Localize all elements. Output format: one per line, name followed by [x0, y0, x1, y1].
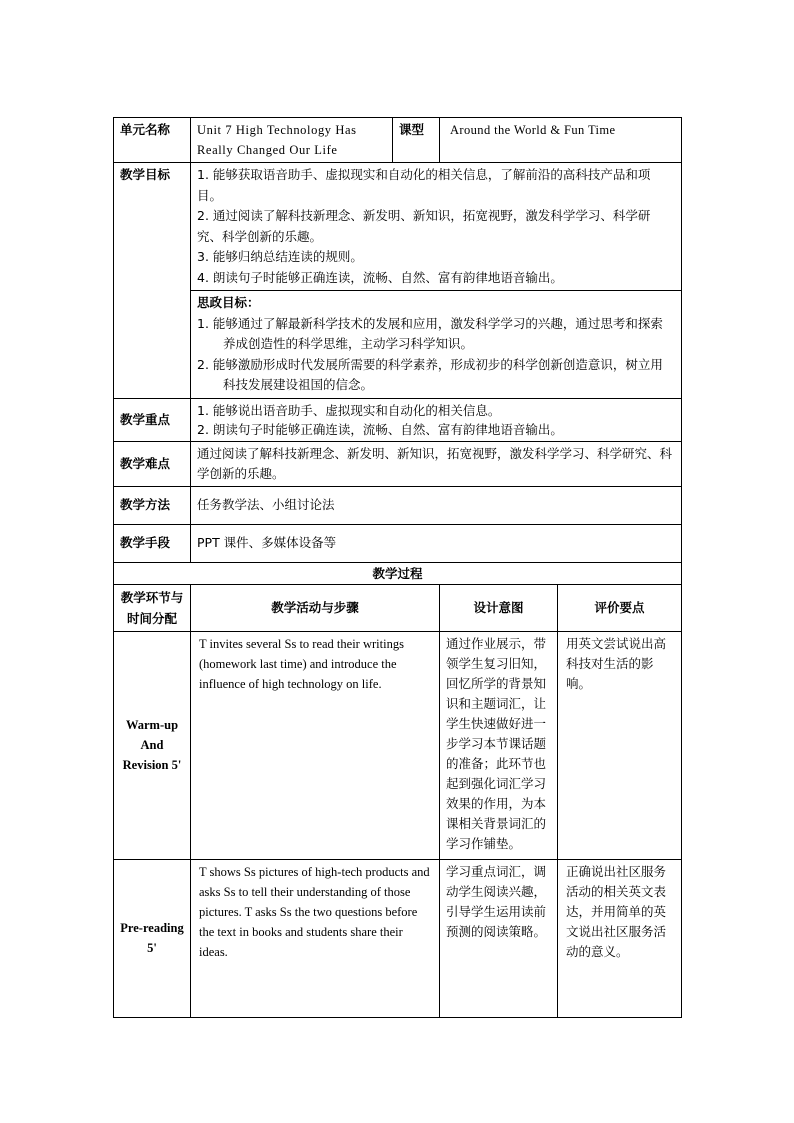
process-intent: 学习重点词汇，调动学生阅读兴趣，引导学生运用读前预测的阅读策略。 — [440, 859, 558, 1017]
objective-item: 1. 能够获取语音助手、虚拟现实和自动化的相关信息，了解前沿的高科技产品和项目。 — [197, 167, 651, 203]
unit-row — [114, 118, 682, 163]
objectives-label: 教学目标 — [114, 163, 191, 399]
unit-value: Unit 7 High Technology Has Really Changed Our Life — [191, 118, 393, 163]
objectives-content — [191, 163, 682, 291]
process-header-row — [114, 584, 682, 631]
process-title: 教学过程 — [114, 562, 682, 584]
key-points-row — [114, 398, 682, 441]
political-objectives-row — [114, 291, 682, 399]
methods-content: 任务教学法、小组讨论法 — [191, 486, 682, 524]
col-phase-header: 教学环节与时间分配 — [114, 584, 191, 631]
objective-item: 2. 通过阅读了解科技新理念、新发明、新知识，拓宽视野，激发科学学习、科学研究、科学创新的乐趣。 — [197, 208, 651, 244]
process-row — [114, 631, 682, 859]
political-objectives-content — [191, 291, 682, 399]
objective-item: 4. 朗读句子时能够正确连读，流畅、自然、富有韵律地语音输出。 — [197, 269, 563, 285]
process-evaluation: 用英文尝试说出高科技对生活的影响。 — [558, 631, 682, 859]
difficulties-row — [114, 441, 682, 486]
col-activity-header: 教学活动与步骤 — [191, 584, 440, 631]
political-objective-item: 2. 能够激励形成时代发展所需要的科学素养，形成初步的科学创新创造意识，树立用科技发展建设祖国的信念。 — [197, 356, 663, 392]
key-point-item: 2. 朗读句子时能够正确连读，流畅、自然、富有韵律地语音输出。 — [197, 421, 563, 437]
process-row — [114, 859, 682, 1017]
political-objective-item: 1. 能够通过了解最新科学技术的发展和应用，激发科学学习的兴趣，通过思考和探索养成创造性的科学思维，主动学习科学知识。 — [197, 315, 663, 351]
process-evaluation: 正确说出社区服务活动的相关英文表达，并用简单的英文说出社区服务活动的意义。 — [558, 859, 682, 1017]
lesson-plan-table — [113, 117, 682, 1018]
process-activity: T invites several Ss to read their writings (homework last time) and introduce the influence of high technology on life. — [191, 631, 440, 859]
methods-row — [114, 486, 682, 524]
process-activity: T shows Ss pictures of high-tech products and asks Ss to tell their understanding of those pictures. T asks Ss the two questions before the text in books and students share their ideas. — [191, 859, 440, 1017]
lesson-type-label: 课型 — [393, 118, 440, 163]
process-title-row — [114, 562, 682, 584]
col-intent-header: 设计意图 — [440, 584, 558, 631]
key-points-content — [191, 398, 682, 441]
means-label: 教学手段 — [114, 524, 191, 562]
objectives-row — [114, 163, 682, 291]
process-phase: Pre-reading 5' — [114, 859, 191, 1017]
means-row — [114, 524, 682, 562]
lesson-type-value: Around the World & Fun Time — [440, 118, 682, 163]
means-content: PPT 课件、多媒体设备等 — [191, 524, 682, 562]
methods-label: 教学方法 — [114, 486, 191, 524]
key-points-label: 教学重点 — [114, 398, 191, 441]
objective-item: 3. 能够归纳总结连读的规则。 — [197, 249, 363, 264]
political-objectives-title: 思政目标： — [197, 295, 260, 310]
col-evaluation-header: 评价要点 — [558, 584, 682, 631]
key-point-item: 1. 能够说出语音助手、虚拟现实和自动化的相关信息。 — [197, 402, 501, 418]
difficulties-content: 通过阅读了解科技新理念、新发明、新知识，拓宽视野，激发科学学习、科学研究、科学创新的乐趣。 — [191, 441, 682, 486]
process-phase: Warm-up And Revision 5' — [114, 631, 191, 859]
unit-label: 单元名称 — [114, 118, 191, 163]
process-intent: 通过作业展示，带领学生复习旧知，回忆所学的背景知识和主题词汇，让学生快速做好进一步学习本节课话题的准备；此环节也起到强化词汇学习效果的作用，为本课相关背景词汇的学习作铺垫。 — [440, 631, 558, 859]
difficulties-label: 教学难点 — [114, 441, 191, 486]
